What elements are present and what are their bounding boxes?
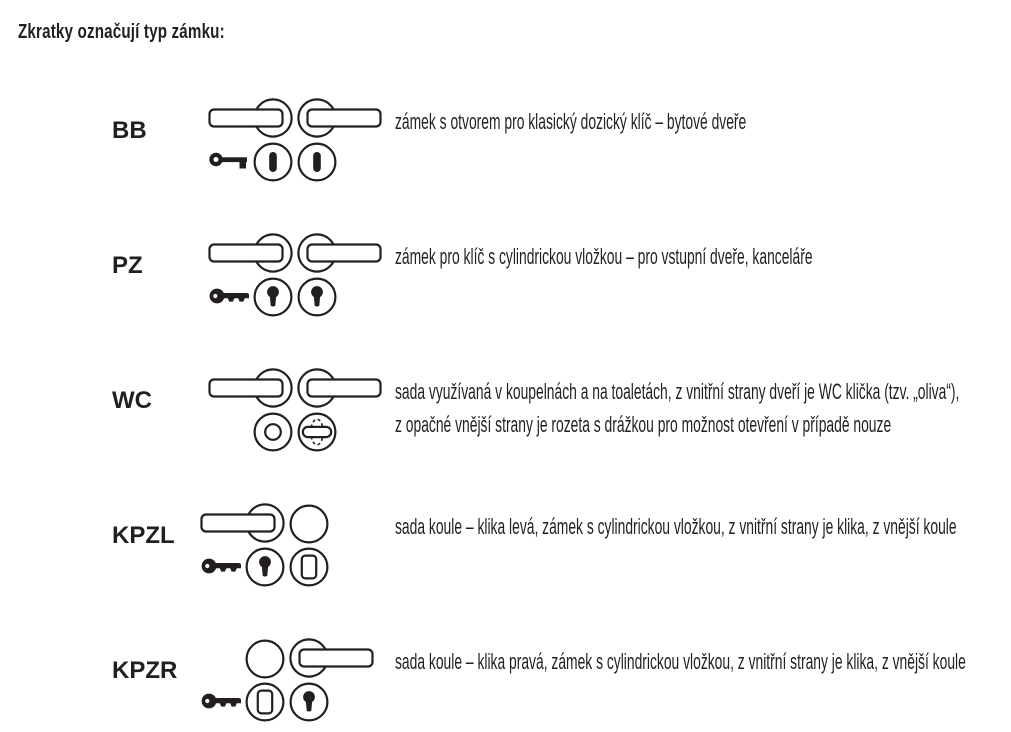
description-line: zámek s otvorem pro klasický dozický klíč – bytové dveře <box>395 109 747 134</box>
door-handle-left-icon <box>208 98 296 138</box>
lock-description <box>395 645 966 678</box>
door-handle-right-icon <box>286 638 374 678</box>
door-handle-right-icon <box>294 98 382 138</box>
description-line: sada využívaná v koupelnách a na toaletách, z vnitřní strany dveří je WC klička (tzv. „oliva“), <box>395 379 960 404</box>
bb-keyhole-rosette-icon <box>297 142 337 182</box>
description-line: sada koule – klika pravá, zámek s cylindrickou vložkou, z vnitřní strany je klika, z vnější koule <box>395 649 966 674</box>
page-title: Zkratky označují typ zámku: <box>18 21 225 43</box>
door-handle-right-icon <box>294 233 382 273</box>
description-line: sada koule – klika levá, zámek s cylindrickou vložkou, z vnitřní strany je klika, z vnější koule <box>395 514 957 539</box>
pz-keyhole-rosette-icon <box>289 682 329 722</box>
pz-keyhole-rosette-icon <box>297 277 337 317</box>
lock-icon-cluster <box>208 368 408 452</box>
description-line: z opačné vnější strany je rozeta s drážkou pro možnost otevření v případě nouze <box>395 412 892 437</box>
lock-type-row-bb <box>0 93 1011 228</box>
lock-code-label: KPZL <box>112 522 175 549</box>
blind-rosette-icon <box>245 682 285 722</box>
door-handle-left-icon <box>208 233 296 273</box>
door-handle-left-icon <box>208 368 296 408</box>
cylinder-key-icon <box>201 689 243 713</box>
lock-code-label: WC <box>112 387 152 414</box>
lock-description <box>395 240 813 273</box>
lock-type-row-wc <box>0 363 1011 498</box>
pz-keyhole-rosette-icon <box>245 547 285 587</box>
cylinder-key-icon <box>209 284 251 308</box>
lock-icon-cluster <box>200 638 400 722</box>
lock-type-row-kpzr <box>0 633 1011 732</box>
bb-keyhole-rosette-icon <box>253 142 293 182</box>
lock-code-label: BB <box>112 117 147 144</box>
lock-description <box>395 105 746 138</box>
lock-description <box>395 375 959 441</box>
lock-icon-cluster <box>200 503 400 587</box>
cylinder-key-icon <box>201 554 243 578</box>
lock-description <box>395 510 957 543</box>
lock-icon-cluster <box>208 233 408 317</box>
door-handle-left-icon <box>200 503 288 543</box>
lock-type-row-pz <box>0 228 1011 363</box>
door-knob-icon <box>245 639 285 679</box>
description-line: zámek pro klíč s cylindrickou vložkou – pro vstupní dveře, kanceláře <box>395 244 813 269</box>
lock-code-label: KPZR <box>112 657 178 684</box>
lock-type-row-kpzl <box>0 498 1011 633</box>
pz-keyhole-rosette-icon <box>253 277 293 317</box>
door-knob-icon <box>289 504 329 544</box>
groove-rosette-icon <box>253 412 293 452</box>
blind-rosette-icon <box>289 547 329 587</box>
lock-code-label: PZ <box>112 252 143 279</box>
wc-oliva-rosette-icon <box>297 412 337 452</box>
lock-icon-cluster <box>208 98 408 182</box>
classic-key-icon <box>209 149 249 173</box>
door-handle-right-icon <box>294 368 382 408</box>
